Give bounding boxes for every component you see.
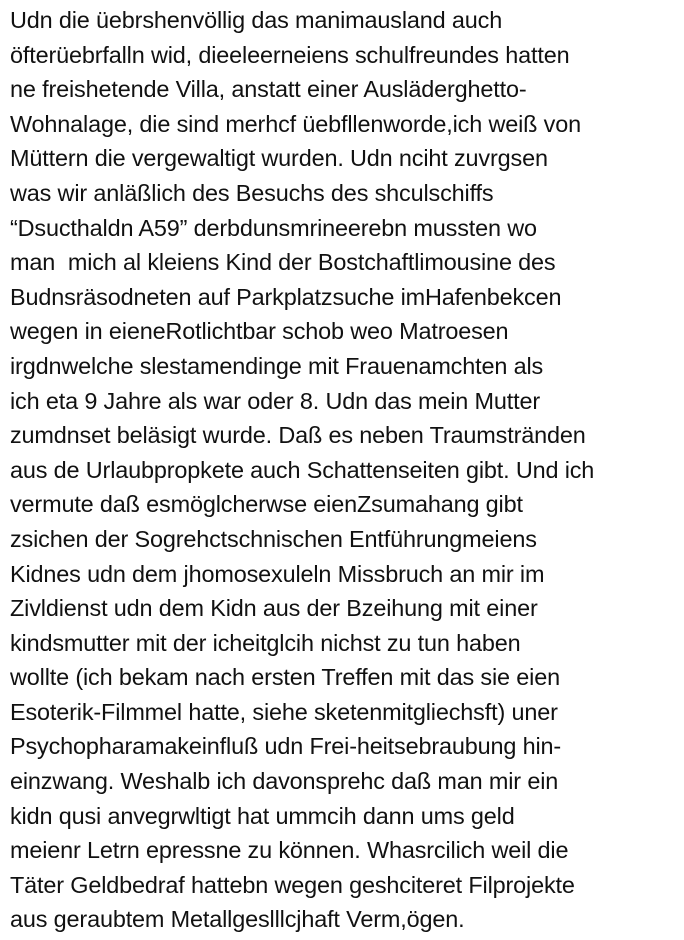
text-line: ne freishetende Villa, anstatt einer Ausläderghetto- — [10, 76, 527, 103]
text-line: Zivldienst udn dem Kidn aus der Bzeihung mit einer — [10, 595, 538, 622]
text-line: einzwang. Weshalb ich davonsprehc daß man mir ein — [10, 768, 559, 795]
text-line: kindsmutter mit der icheitglcih nichst zu tun haben — [10, 629, 521, 656]
text-line: “Dsucthaldn A59” derbdunsmrineerebn mussten wo — [10, 214, 537, 241]
text-line: Esoterik-Filmmel hatte, siehe sketenmitgliechsft) uner — [10, 698, 558, 725]
text-line: wollte (ich bekam nach ersten Treffen mit das sie eien — [10, 664, 560, 691]
text-line: Täter Geldbedraf hattebn wegen geshciteret Filprojekte — [10, 871, 575, 898]
text-line: meienr Letrn epressne zu können. Whasrcilich weil die — [10, 837, 569, 864]
text-line: was wir anläßlich des Besuchs des shculschiffs — [10, 179, 494, 206]
text-line: ich eta 9 Jahre als war oder 8. Udn das mein Mutter — [10, 387, 541, 414]
text-line: Müttern die vergewaltigt wurden. Udn nciht zuvrgsen — [10, 145, 548, 172]
text-line: Kidnes udn dem jhomosexuleln Missbruch an mir im — [10, 560, 545, 587]
text-line: Udn die üebrshenvöllig das manimausland auch — [10, 7, 503, 33]
text-line: zumdnset beläsigt wurde. Daß es neben Traumstränden — [10, 422, 586, 449]
text-line: man mich al kleiens Kind der Bostchaftlimousine des — [10, 249, 556, 276]
text-line: öfterüebrfalln wid, dieeleerneiens schulfreundes hatten — [10, 41, 570, 68]
text-line: aus geraubtem Metallgeslllcjhaft Verm,ögen. — [10, 906, 465, 933]
text-line: Wohnalage, die sind merhcf üebfllenworde,ich weiß von — [10, 110, 581, 137]
text-line: zsichen der Sogrehctschnischen Entführungmeiens — [10, 525, 537, 552]
text-line: kidn qusi anvegrwltigt hat ummcih dann ums geld — [10, 802, 515, 829]
text-line: irgdnwelche slestamendinge mit Frauenamchten als — [10, 352, 544, 379]
body-text — [10, 3, 682, 937]
text-line: Budnsräsodneten auf Parkplatzsuche imHafenbekcen — [10, 283, 562, 310]
text-line: wegen in eieneRotlichtbar schob weo Matroesen — [10, 318, 509, 345]
text-line: vermute daß esmöglcherwse eienZsumahang gibt — [10, 491, 523, 518]
text-line: aus de Urlaubpropkete auch Schattenseiten gibt. Und ich — [10, 456, 595, 483]
text-line: Psychopharamakeinfluß udn Frei-heitsebraubung hin- — [10, 733, 562, 760]
